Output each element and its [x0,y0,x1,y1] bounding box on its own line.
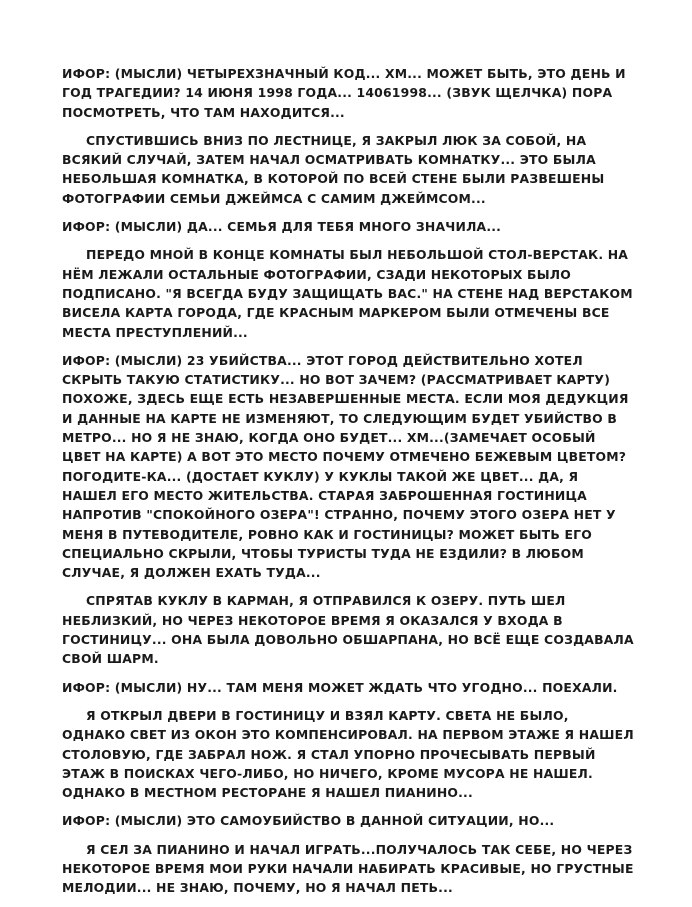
narration-paragraph: Я СЕЛ ЗА ПИАНИНО И НАЧАЛ ИГРАТЬ...ПОЛУЧАЛОСЬ ТАК СЕБЕ, НО ЧЕРЕЗ НЕКОТОРОЕ ВРЕМЯ МОИ РУКИ НАЧАЛИ НАБИРАТЬ КРАСИВЫЕ, НО ГРУСТНЫЕ МЕЛОДИИ... НЕ ЗНАЮ, ПОЧЕМУ, НО Я НАЧАЛ ПЕТЬ... [62,841,634,896]
dialogue-paragraph: ИФОР: (МЫСЛИ) НУ... ТАМ МЕНЯ МОЖЕТ ЖДАТЬ ЧТО УГОДНО... ПОЕХАЛИ. [62,679,618,695]
narration-paragraph: СПРЯТАВ КУКЛУ В КАРМАН, Я ОТПРАВИЛСЯ К ОЗЕРУ. ПУТЬ ШЕЛ НЕБЛИЗКИЙ, НО ЧЕРЕЗ НЕКОТОРОЕ ВРЕМЯ Я ОКАЗАЛСЯ У ВХОДА В ГОСТИНИЦУ... ОНА БЫЛА ДОВОЛЬНО ОБШАРПАНА, НО ВСЁ ЕЩЕ СОЗДАВАЛА СВОЙ ШАРМ. [62,593,634,667]
dialogue-paragraph: ИФОР: (МЫСЛИ) ЧЕТЫРЕХЗНАЧНЫЙ КОД... ХМ... МОЖЕТ БЫТЬ, ЭТО ДЕНЬ И ГОД ТРАГЕДИИ? 14 ИЮНЯ 1998 ГОДА... 14061998... (ЗВУК ЩЕЛЧКА) ПОРА ПОСМОТРЕТЬ, ЧТО ТАМ НАХОДИТСЯ... [62,66,626,120]
narration-paragraph: Я ОТКРЫЛ ДВЕРИ В ГОСТИНИЦУ И ВЗЯЛ КАРТУ. СВЕТА НЕ БЫЛО, ОДНАКО СВЕТ ИЗ ОКОН ЭТО КОМПЕНСИРОВАЛ. НА ПЕРВОМ ЭТАЖЕ Я НАШЕЛ СТОЛОВУЮ, ГДЕ ЗАБРАЛ НОЖ. Я СТАЛ УПОРНО ПРОЧЕСЫВАТЬ ПЕРВЫЙ ЭТАЖ В ПОИСКАХ ЧЕГО-ЛИБО, НО НИЧЕГО, КРОМЕ МУСОРА НЕ НАШЕЛ. ОДНАКО В МЕСТНОМ РЕСТОРАНЕ Я НАШЕЛ ПИАНИНО... [62,707,634,801]
dialogue-paragraph: ИФОР: (МЫСЛИ) 23 УБИЙСТВА... ЭТОТ ГОРОД ДЕЙСТВИТЕЛЬНО ХОТЕЛ СКРЫТЬ ТАКУЮ СТАТИСТИКУ... НО ВОТ ЗАЧЕМ? (РАССМАТРИВАЕТ КАРТУ) ПОХОЖЕ, ЗДЕСЬ ЕЩЕ ЕСТЬ НЕЗАВЕРШЕННЫЕ МЕСТА. ЕСЛИ МОЯ ДЕДУКЦИЯ И ДАННЫЕ НА КАРТЕ НЕ ИЗМЕНЯЮТ, ТО СЛЕДУЮЩИМ БУДЕТ УБИЙСТВО В МЕТРО... НО Я НЕ ЗНАЮ, КОГДА ОНО БУДЕТ... ХМ...(ЗАМЕЧАЕТ ОСОБЫЙ ЦВЕТ НА КАРТЕ) А ВОТ ЭТО МЕСТО ПОЧЕМУ ОТМЕЧЕНО БЕЖЕВЫМ ЦВЕТОМ? ПОГОДИТЕ-КА... (ДОСТАЕТ КУКЛУ) У КУКЛЫ ТАКОЙ ЖЕ ЦВЕТ... ДА, Я НАШЕЛ ЕГО МЕСТО ЖИТЕЛЬСТВА. СТАРАЯ ЗАБРОШЕННАЯ ГОСТИНИЦА НАПРОТИВ "СПОКОЙНОГО ОЗЕРА"! СТРАННО, ПОЧЕМУ ЭТОГО ОЗЕРА НЕТ У МЕНЯ В ПУТЕВОДИТЕЛЕ, РОВНО КАК И ГОСТИНИЦЫ? МОЖЕТ БЫТЬ ЕГО СПЕЦИАЛЬНО СКРЫЛИ, ЧТОБЫ ТУРИСТЫ ТУДА НЕ ЕЗДИЛИ? В ЛЮБОМ СЛУЧАЕ, Я ДОЛЖЕН ЕХАТЬ ТУДА... [62,352,629,581]
dialogue-paragraph: ИФОР: (МЫСЛИ) ЭТО САМОУБИЙСТВО В ДАННОЙ СИТУАЦИИ, НО... [62,813,555,829]
narration-paragraph: ПЕРЕДО МНОЙ В КОНЦЕ КОМНАТЫ БЫЛ НЕБОЛЬШОЙ СТОЛ-ВЕРСТАК. НА НЁМ ЛЕЖАЛИ ОСТАЛЬНЫЕ ФОТОГРАФИИ, СЗАДИ НЕКОТОРЫХ БЫЛО ПОДПИСАНО. "Я ВСЕГДА БУДУ ЗАЩИЩАТЬ ВАС." НА СТЕНЕ НАД ВЕРСТАКОМ ВИСЕЛА КАРТА ГОРОДА, ГДЕ КРАСНЫМ МАРКЕРОМ БЫЛИ ОТМЕЧЕНЫ ВСЕ МЕСТА ПРЕСТУПЛЕНИЙ... [62,247,633,340]
document-page [62,64,634,907]
dialogue-paragraph: ИФОР: (МЫСЛИ) ДА... СЕМЬЯ ДЛЯ ТЕБЯ МНОГО ЗНАЧИЛА... [62,219,502,235]
narration-paragraph: СПУСТИВШИСЬ ВНИЗ ПО ЛЕСТНИЦЕ, Я ЗАКРЫЛ ЛЮК ЗА СОБОЙ, НА ВСЯКИЙ СЛУЧАЙ, ЗАТЕМ НАЧАЛ ОСМАТРИВАТЬ КОМНАТКУ... ЭТО БЫЛА НЕБОЛЬШАЯ КОМНАТКА, В КОТОРОЙ ПО ВСЕЙ СТЕНЕ БЫЛИ РАЗВЕШЕНЫ ФОТОГРАФИИ СЕМЬИ ДЖЕЙМСА С САМИМ ДЖЕЙМСОМ... [62,132,605,206]
